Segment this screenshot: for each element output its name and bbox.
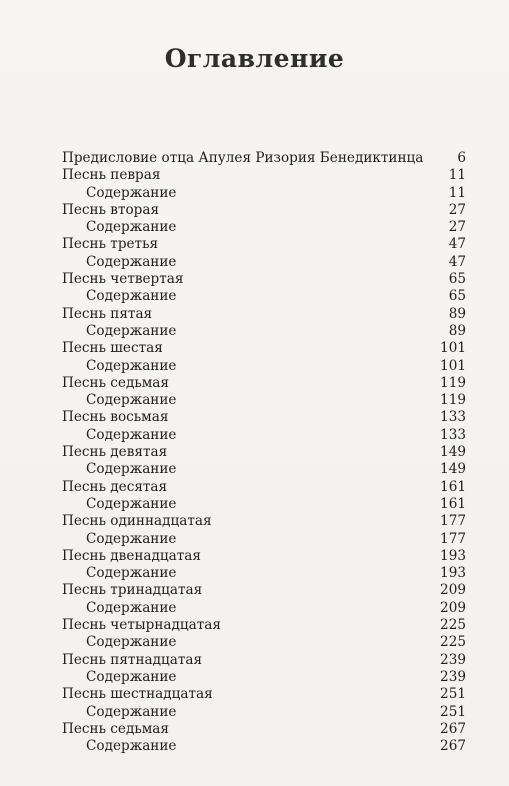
- toc-entry-label: Содержание: [86, 253, 177, 270]
- toc-page-number: 209: [440, 582, 466, 599]
- toc-entry-label: Содержание: [86, 495, 177, 512]
- toc-page-number: 177: [440, 513, 466, 530]
- toc-page-number: 89: [448, 305, 466, 322]
- toc-entry-label: Песнь шестнадцатая: [62, 686, 213, 703]
- toc-entry-label: Содержание: [86, 322, 177, 339]
- toc-page-number: 149: [440, 444, 466, 461]
- toc-entry-label: Песнь шестая: [62, 340, 163, 357]
- toc-entry-label: Песнь пятнадцатая: [62, 651, 203, 668]
- toc-entry-label: Песнь двенадцатая: [62, 547, 201, 564]
- toc-entry: [62, 444, 466, 461]
- toc-page-number: 133: [440, 426, 466, 443]
- toc-entry-label: Содержание: [86, 426, 177, 443]
- toc-page-number: 251: [440, 703, 466, 720]
- toc-entry: [62, 617, 466, 634]
- toc-entry-label: Содержание: [86, 357, 177, 374]
- toc-subentry: [62, 185, 466, 202]
- toc-entry: [62, 548, 466, 565]
- toc-entry: [62, 686, 466, 703]
- toc-entry-label: Предисловие отца Апулея Ризория Бенедиктинца: [62, 150, 424, 166]
- toc-page-number: 47: [448, 253, 466, 270]
- toc-entry: [62, 375, 466, 392]
- toc-entry-label: Содержание: [86, 738, 177, 755]
- toc-entry: [62, 340, 466, 357]
- toc-entry-label: Песнь вторая: [62, 201, 160, 218]
- toc-entry: [62, 582, 466, 599]
- toc-entry-label: Содержание: [86, 565, 177, 582]
- toc-entry-label: Песнь певрая: [62, 167, 161, 184]
- toc-subentry: [62, 704, 466, 721]
- toc-entry: [62, 271, 466, 288]
- toc-entry: [62, 167, 466, 184]
- toc-page-number: 267: [440, 738, 466, 755]
- toc-page-number: 239: [440, 668, 466, 685]
- toc-page-number: 161: [440, 478, 466, 495]
- toc-subentry: [62, 219, 466, 236]
- toc-subentry: [62, 634, 466, 651]
- toc-page-number: 101: [440, 340, 466, 357]
- toc-entry-label: Содержание: [86, 461, 177, 478]
- toc-entry-label: Содержание: [86, 703, 177, 720]
- toc-page-number: 119: [440, 392, 466, 409]
- toc-page-number: 161: [440, 495, 466, 512]
- toc-page-number: 209: [440, 599, 466, 616]
- toc-entry: [62, 202, 466, 219]
- toc-page-number: 251: [440, 686, 466, 703]
- toc-entry-label: Песнь десятая: [62, 478, 168, 495]
- toc-page-number: 6: [457, 150, 466, 166]
- toc-subentry: [62, 358, 466, 375]
- toc-subentry: [62, 461, 466, 478]
- toc-page-number: 101: [440, 357, 466, 374]
- toc-entry-label: Содержание: [86, 288, 177, 305]
- toc-entry-label: Песнь девятая: [62, 444, 168, 461]
- toc-subentry: [62, 565, 466, 582]
- toc-subentry: [62, 323, 466, 340]
- toc-page-number: 89: [448, 322, 466, 339]
- toc-entry: [62, 721, 466, 738]
- toc-subentry: [62, 392, 466, 409]
- toc-entry: [62, 236, 466, 253]
- toc-entry: [62, 409, 466, 426]
- toc-subentry: [62, 254, 466, 271]
- toc-entry: [62, 513, 466, 530]
- toc-page-number: 47: [448, 236, 466, 253]
- toc-subentry: [62, 531, 466, 548]
- toc-entry: [62, 479, 466, 496]
- toc-entry-label: Песнь седьмая: [62, 374, 169, 391]
- toc-entry-label: Песнь тринадцатая: [62, 582, 203, 599]
- toc-page-number: 225: [440, 634, 466, 651]
- toc-entry: [62, 652, 466, 669]
- toc-entry-label: Содержание: [86, 668, 177, 685]
- toc-page-number: 177: [440, 530, 466, 547]
- toc-entry-label: Содержание: [86, 599, 177, 616]
- toc-page-number: 133: [440, 409, 466, 426]
- toc-entry-label: Песнь седьмая: [62, 720, 169, 737]
- toc-page-number: 193: [440, 565, 466, 582]
- toc-subentry: [62, 669, 466, 686]
- toc-page-number: 119: [440, 374, 466, 391]
- toc-page-number: 149: [440, 461, 466, 478]
- toc-entry-label: Песнь восьмая: [62, 409, 169, 426]
- toc-entry-label: Песнь четырнадцатая: [62, 617, 221, 634]
- toc-subentry: [62, 600, 466, 617]
- table-of-contents: [62, 150, 466, 755]
- toc-entry-label: Содержание: [86, 184, 177, 201]
- toc-page-number: 27: [448, 219, 466, 236]
- toc-entry-label: Песнь пятая: [62, 305, 153, 322]
- toc-entry-label: Содержание: [86, 530, 177, 547]
- toc-entry-label: Песнь одиннадцатая: [62, 513, 212, 530]
- toc-subentry: [62, 496, 466, 513]
- toc-entry: [62, 150, 466, 167]
- toc-page-number: 11: [448, 167, 466, 184]
- toc-subentry: [62, 427, 466, 444]
- toc-page-number: 11: [448, 184, 466, 201]
- toc-subentry: [62, 288, 466, 305]
- page-title: Оглавление: [164, 44, 345, 73]
- toc-page-number: 27: [448, 201, 466, 218]
- toc-page-number: 65: [448, 288, 466, 305]
- toc-entry-label: Содержание: [86, 634, 177, 651]
- toc-entry-label: Песнь четвертая: [62, 271, 184, 288]
- toc-entry: [62, 306, 466, 323]
- toc-page-number: 193: [440, 547, 466, 564]
- toc-entry-label: Песнь третья: [62, 236, 159, 253]
- toc-page-number: 267: [440, 720, 466, 737]
- toc-entry-label: Содержание: [86, 392, 177, 409]
- toc-page-number: 65: [448, 271, 466, 288]
- toc-page-number: 225: [440, 617, 466, 634]
- toc-subentry: [62, 738, 466, 755]
- toc-entry-label: Содержание: [86, 219, 177, 236]
- toc-page-number: 239: [440, 651, 466, 668]
